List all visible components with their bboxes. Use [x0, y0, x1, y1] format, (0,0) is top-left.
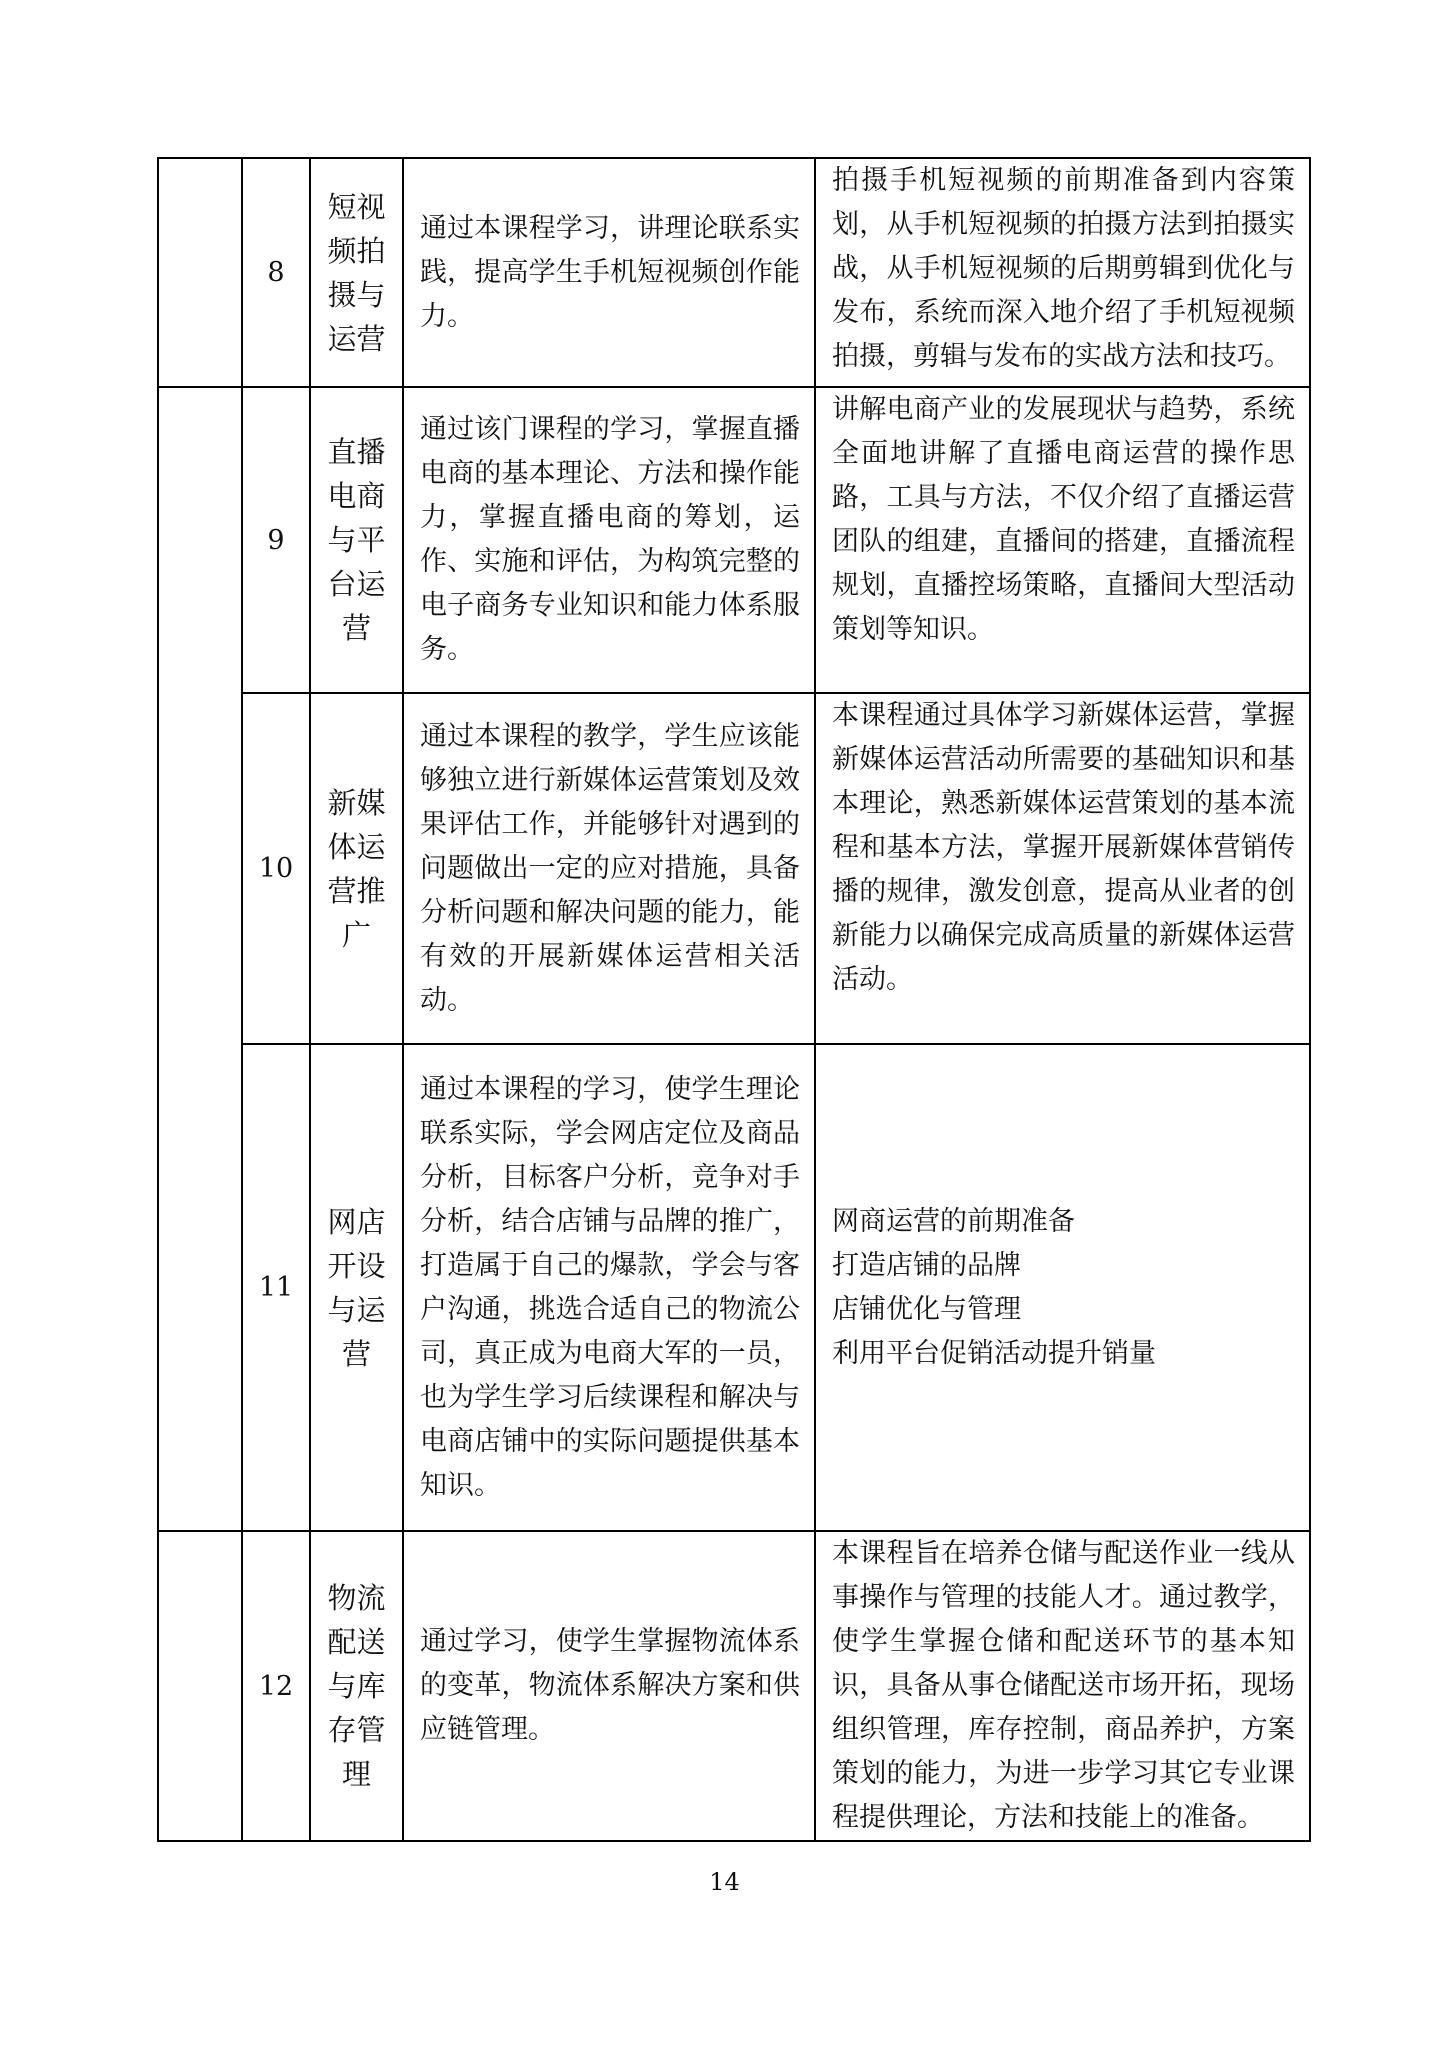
- course-name-text: 物流配送与库存管理: [327, 1581, 386, 1791]
- course-number: 9: [242, 387, 310, 693]
- course-name: [310, 693, 403, 1044]
- course-content: 本课程通过具体学习新媒体运营，掌握新媒体运营活动所需要的基础知识和基本理论，熟悉新媒体运营策划的基本流程和基本方法，掌握开展新媒体营销传播的规律，激发创意，提高从业者的创新能力以确保完成高质量的新媒体运营活动。: [815, 693, 1310, 1044]
- table-row: [158, 1044, 1310, 1531]
- course-goal: 通过该门课程的学习，掌握直播电商的基本理论、方法和操作能力，掌握直播电商的筹划，运作、实施和评估，为构筑完整的电子商务专业知识和能力体系服务。: [403, 387, 815, 693]
- table-row: [158, 693, 1310, 1044]
- course-name: [310, 1044, 403, 1531]
- course-content: 本课程旨在培养仓储与配送作业一线从事操作与管理的技能人才。通过教学，使学生掌握仓储和配送环节的基本知识，具备从事仓储配送市场开拓，现场组织管理，库存控制，商品养护，方案策划的能力，为进一步学习其它专业课程提供理论，方法和技能上的准备。: [815, 1531, 1310, 1841]
- course-number: 8: [242, 158, 310, 387]
- content-item: 利用平台促销活动提升销量: [832, 1337, 1156, 1369]
- course-name-text: 直播电商与平台运营: [327, 435, 386, 645]
- course-goal: 通过本课程学习，讲理论联系实践，提高学生手机短视频创作能力。: [403, 158, 815, 387]
- course-number: 11: [242, 1044, 310, 1531]
- content-item: 店铺优化与管理: [832, 1293, 1021, 1325]
- course-name-text: 短视频拍摄与运营: [327, 189, 386, 356]
- category-cell: [158, 158, 242, 387]
- course-name-text: 网店开设与运营: [327, 1204, 386, 1371]
- course-name: [310, 1531, 403, 1841]
- course-name: [310, 387, 403, 693]
- page-number: 14: [709, 1868, 740, 1896]
- content-item: 打造店铺的品牌: [832, 1249, 1021, 1281]
- course-table: [157, 157, 1311, 1842]
- course-goal: 通过学习，使学生掌握物流体系的变革，物流体系解决方案和供应链管理。: [403, 1531, 815, 1841]
- course-content: 拍摄手机短视频的前期准备到内容策划，从手机短视频的拍摄方法到拍摄实战，从手机短视频的后期剪辑到优化与发布，系统而深入地介绍了手机短视频拍摄，剪辑与发布的实战方法和技巧。: [815, 158, 1310, 387]
- table-row: [158, 387, 1310, 693]
- course-name: [310, 158, 403, 387]
- table-row: [158, 158, 1310, 387]
- course-goal: 通过本课程的学习，使学生理论联系实际，学会网店定位及商品分析，目标客户分析，竞争对手分析，结合店铺与品牌的推广，打造属于自己的爆款，学会与客户沟通，挑选合适自己的物流公司，真正成为电商大军的一员，也为学生学习后续课程和解决与电商店铺中的实际问题提供基本知识。: [403, 1044, 815, 1531]
- course-content: 讲解电商产业的发展现状与趋势，系统全面地讲解了直播电商运营的操作思路，工具与方法，不仅介绍了直播运营团队的组建，直播间的搭建，直播流程规划，直播控场策略，直播间大型活动策划等知识。: [815, 387, 1310, 693]
- category-cell: [158, 1531, 242, 1841]
- course-goal: 通过本课程的教学，学生应该能够独立进行新媒体运营策划及效果评估工作，并能够针对遇到的问题做出一定的应对措施，具备分析问题和解决问题的能力，能有效的开展新媒体运营相关活动。: [403, 693, 815, 1044]
- category-cell: [158, 387, 242, 1531]
- content-item: 网商运营的前期准备: [832, 1205, 1075, 1237]
- table-row: [158, 1531, 1310, 1841]
- course-number: 12: [242, 1531, 310, 1841]
- course-content: [815, 1044, 1310, 1531]
- course-number: 10: [242, 693, 310, 1044]
- course-name-text: 新媒体运营推广: [327, 785, 386, 952]
